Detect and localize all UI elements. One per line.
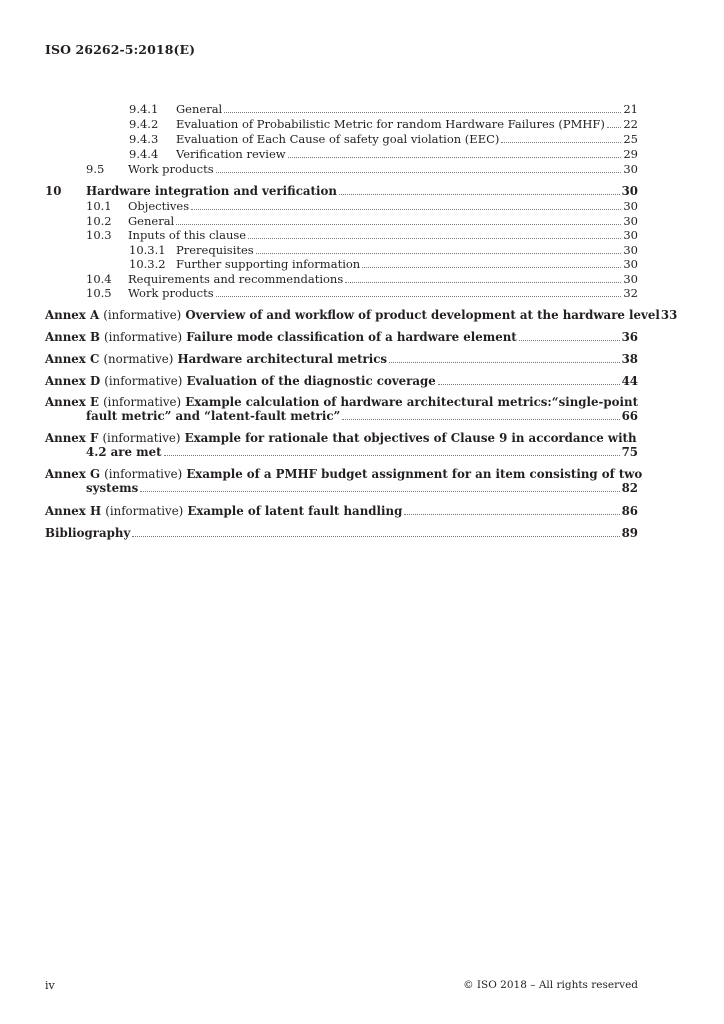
dot-leader — [362, 266, 621, 268]
toc-entry-label: Requirements and recommendations — [128, 272, 344, 286]
dot-leader — [288, 156, 622, 158]
annex-prefix: Annex D — [45, 374, 101, 388]
toc-entry-label: Inputs of this clause — [128, 228, 247, 242]
annex-title: Example of a PMHF budget assignment for an item consisting of two — [186, 467, 643, 481]
toc-entry-number: 9.4.4 — [129, 147, 159, 161]
annex-title: Evaluation of the diagnostic coverage — [186, 374, 436, 388]
toc-entry-page: 30 — [623, 243, 638, 257]
annex-title: Example of latent fault handling — [187, 504, 403, 518]
toc-entry-number: 9.4.3 — [129, 132, 159, 146]
annex-type: (informative) — [103, 395, 182, 409]
dot-leader — [519, 339, 620, 341]
dot-leader — [140, 490, 619, 492]
toc-entry-page: 30 — [623, 199, 638, 213]
toc-entry-number: 10.3.1 — [129, 243, 166, 257]
dot-leader — [607, 126, 621, 128]
dot-leader — [216, 171, 622, 173]
toc-entry-page: 66 — [621, 409, 638, 423]
bibliography-label: Bibliography — [45, 526, 131, 540]
annex-type: (informative) — [102, 431, 181, 445]
page-number: iv — [45, 979, 55, 992]
annex-type: (informative) — [104, 467, 183, 481]
toc-entry-page: 30 — [623, 272, 638, 286]
toc-entry-page: 86 — [621, 504, 638, 518]
toc-entry-page: 44 — [621, 374, 638, 388]
toc-entry-number: 10.2 — [86, 214, 112, 228]
dot-leader — [248, 237, 621, 239]
dot-leader — [404, 513, 619, 515]
toc-entry-label: Evaluation of Probabilistic Metric for random Hardware Failures (PMHF) — [176, 117, 605, 131]
toc-entry-label: Further supporting information — [176, 257, 361, 271]
annex-prefix: Annex G — [45, 467, 101, 481]
toc-entry-number: 10 — [45, 184, 62, 198]
toc-entry-page: 29 — [623, 147, 638, 161]
toc-entry-number: 10.3 — [86, 228, 112, 242]
toc-entry-number: 10.5 — [86, 286, 112, 300]
toc-entry-label: General — [128, 214, 175, 228]
annex-prefix: Annex B — [45, 330, 100, 344]
annex-prefix: Annex C — [45, 352, 100, 366]
annex-type: (informative) — [104, 330, 183, 344]
toc-entry-page: 38 — [621, 352, 638, 366]
annex-type: (informative) — [104, 374, 183, 388]
toc-entry-number: 9.5 — [86, 162, 105, 176]
dot-leader — [339, 193, 620, 195]
toc-entry-page: 30 — [621, 184, 638, 198]
toc-entry-label: Work products — [128, 286, 214, 300]
copyright-notice: © ISO 2018 – All rights reserved — [463, 979, 638, 991]
toc-entry-number: 9.4.2 — [129, 117, 159, 131]
dot-leader — [224, 111, 621, 113]
toc-entry-number: 10.1 — [86, 199, 112, 213]
dot-leader — [216, 295, 622, 297]
toc-entry-page: 21 — [623, 102, 638, 116]
annex-title: Failure mode classification of a hardware element — [186, 330, 517, 344]
dot-leader — [164, 454, 620, 456]
toc-entry-number: 10.4 — [86, 272, 112, 286]
dot-leader — [345, 281, 621, 283]
toc-entry-number: 10.3.2 — [129, 257, 166, 271]
toc-entry-number: 9.4.1 — [129, 102, 159, 116]
annex-title: Example for rationale that objectives of Clause 9 in accordance with — [184, 431, 637, 445]
dot-leader — [342, 418, 619, 420]
annex-title-continued: 4.2 are met — [86, 445, 162, 459]
toc-entry-page: 32 — [623, 286, 638, 300]
annex-prefix: Annex H — [45, 504, 102, 518]
toc-entry-page: 30 — [623, 162, 638, 176]
toc-entry-label: Hardware integration and verification — [86, 184, 337, 198]
document-header: ISO 26262-5:2018(E) — [45, 42, 196, 57]
toc-entry-page: 89 — [621, 526, 638, 540]
annex-type: (informative) — [103, 308, 182, 322]
toc-annex-e[interactable] — [45, 395, 638, 423]
dot-leader — [438, 383, 620, 385]
dot-leader — [191, 208, 621, 210]
annex-prefix: Annex F — [45, 431, 99, 445]
toc-entry-page: 36 — [621, 330, 638, 344]
dot-leader — [501, 141, 621, 143]
dot-leader — [176, 223, 621, 225]
toc-entry-page: 82 — [621, 481, 638, 495]
toc-entry-label: Work products — [128, 162, 214, 176]
annex-prefix: Annex E — [45, 395, 99, 409]
annex-title: Example calculation of hardware architectural metrics:“single-point — [185, 395, 639, 409]
dot-leader — [389, 361, 620, 363]
annex-type: (informative) — [105, 504, 184, 518]
toc-entry-page: 30 — [623, 257, 638, 271]
dot-leader — [132, 535, 619, 537]
toc-annex-g[interactable] — [45, 467, 643, 495]
toc-annex-f[interactable] — [45, 431, 638, 459]
toc-entry-label: Prerequisites — [176, 243, 254, 257]
annex-type: (normative) — [103, 352, 174, 366]
toc-entry-page: 75 — [621, 445, 638, 459]
toc-entry-label: General — [176, 102, 223, 116]
annex-title: Hardware architectural metrics — [177, 352, 388, 366]
toc-entry-label: Objectives — [128, 199, 190, 213]
toc-entry-page: 25 — [623, 132, 638, 146]
toc-entry-page: 22 — [623, 117, 638, 131]
toc-entry-label: Verification review — [176, 147, 286, 161]
annex-label — [45, 308, 661, 322]
annex-title-continued: fault metric” and “latent-fault metric” — [86, 409, 341, 423]
annex-title-continued: systems — [86, 481, 139, 495]
toc-entry-label: Evaluation of Each Cause of safety goal violation (EEC) — [176, 132, 500, 146]
toc-entry-page: 30 — [623, 214, 638, 228]
annex-title: Overview of and workflow of product development at the hardware level — [185, 308, 660, 322]
toc-entry-page: 33 — [660, 308, 678, 322]
annex-prefix: Annex A — [45, 308, 100, 322]
dot-leader — [256, 252, 622, 254]
toc-entry-page: 30 — [623, 228, 638, 242]
